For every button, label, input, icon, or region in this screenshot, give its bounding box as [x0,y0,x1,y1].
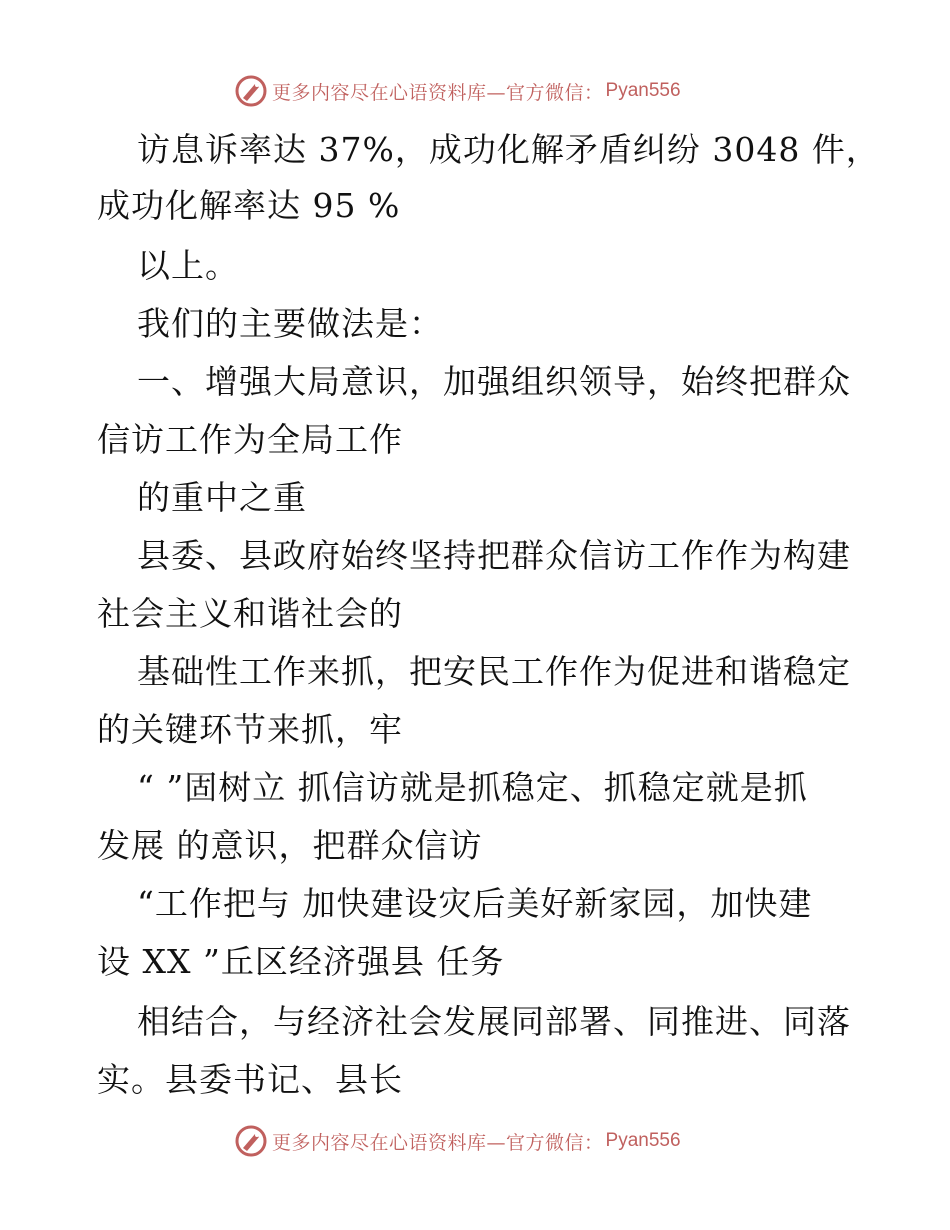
text-line: 我们的主要做法是： [137,304,443,343]
text-line: 实。县委书记、县长 [97,1060,403,1099]
text-line: 一、增强大局意识，加强组织领导，始终把群众 [137,362,851,401]
text-line: 信访工作为全局工作 [97,420,403,459]
pen-nib-logo-icon [234,74,268,108]
text-line: 相结合，与经济社会发展同部署、同推进、同落 [137,1002,851,1041]
text-line: 的重中之重 [137,478,307,517]
text-line: 设 XX ”丘区经济强县 任务 [97,942,505,981]
text-line: 以上。 [137,246,239,285]
watermark-wechat-id: Pyan556 [605,1130,681,1151]
text-line: 发展 的意识，把群众信访 [97,826,483,865]
watermark-text: 更多内容尽在心语资料库—官方微信： [272,81,604,104]
header-watermark [0,70,950,110]
text-line: 的关键环节来抓，牢 [97,710,403,749]
watermark-wechat-id: Pyan556 [605,80,681,101]
footer-watermark [0,1120,950,1160]
text-line: 访息诉率达 37%，成功化解矛盾纠纷 3048 件， [137,130,880,169]
text-line: 成功化解率达 95 % [97,186,401,225]
text-line: 社会主义和谐社会的 [97,594,403,633]
text-line: “工作把与 加快建设灾后美好新家园，加快建 [137,884,813,923]
text-line: “ ”固树立 抓信访就是抓稳定、抓稳定就是抓 [137,768,808,807]
text-line: 县委、县政府始终坚持把群众信访工作作为构建 [137,536,851,575]
pen-nib-logo-icon [234,1124,268,1158]
watermark-text: 更多内容尽在心语资料库—官方微信： [272,1131,604,1154]
text-line: 基础性工作来抓，把安民工作作为促进和谐稳定 [137,652,851,691]
